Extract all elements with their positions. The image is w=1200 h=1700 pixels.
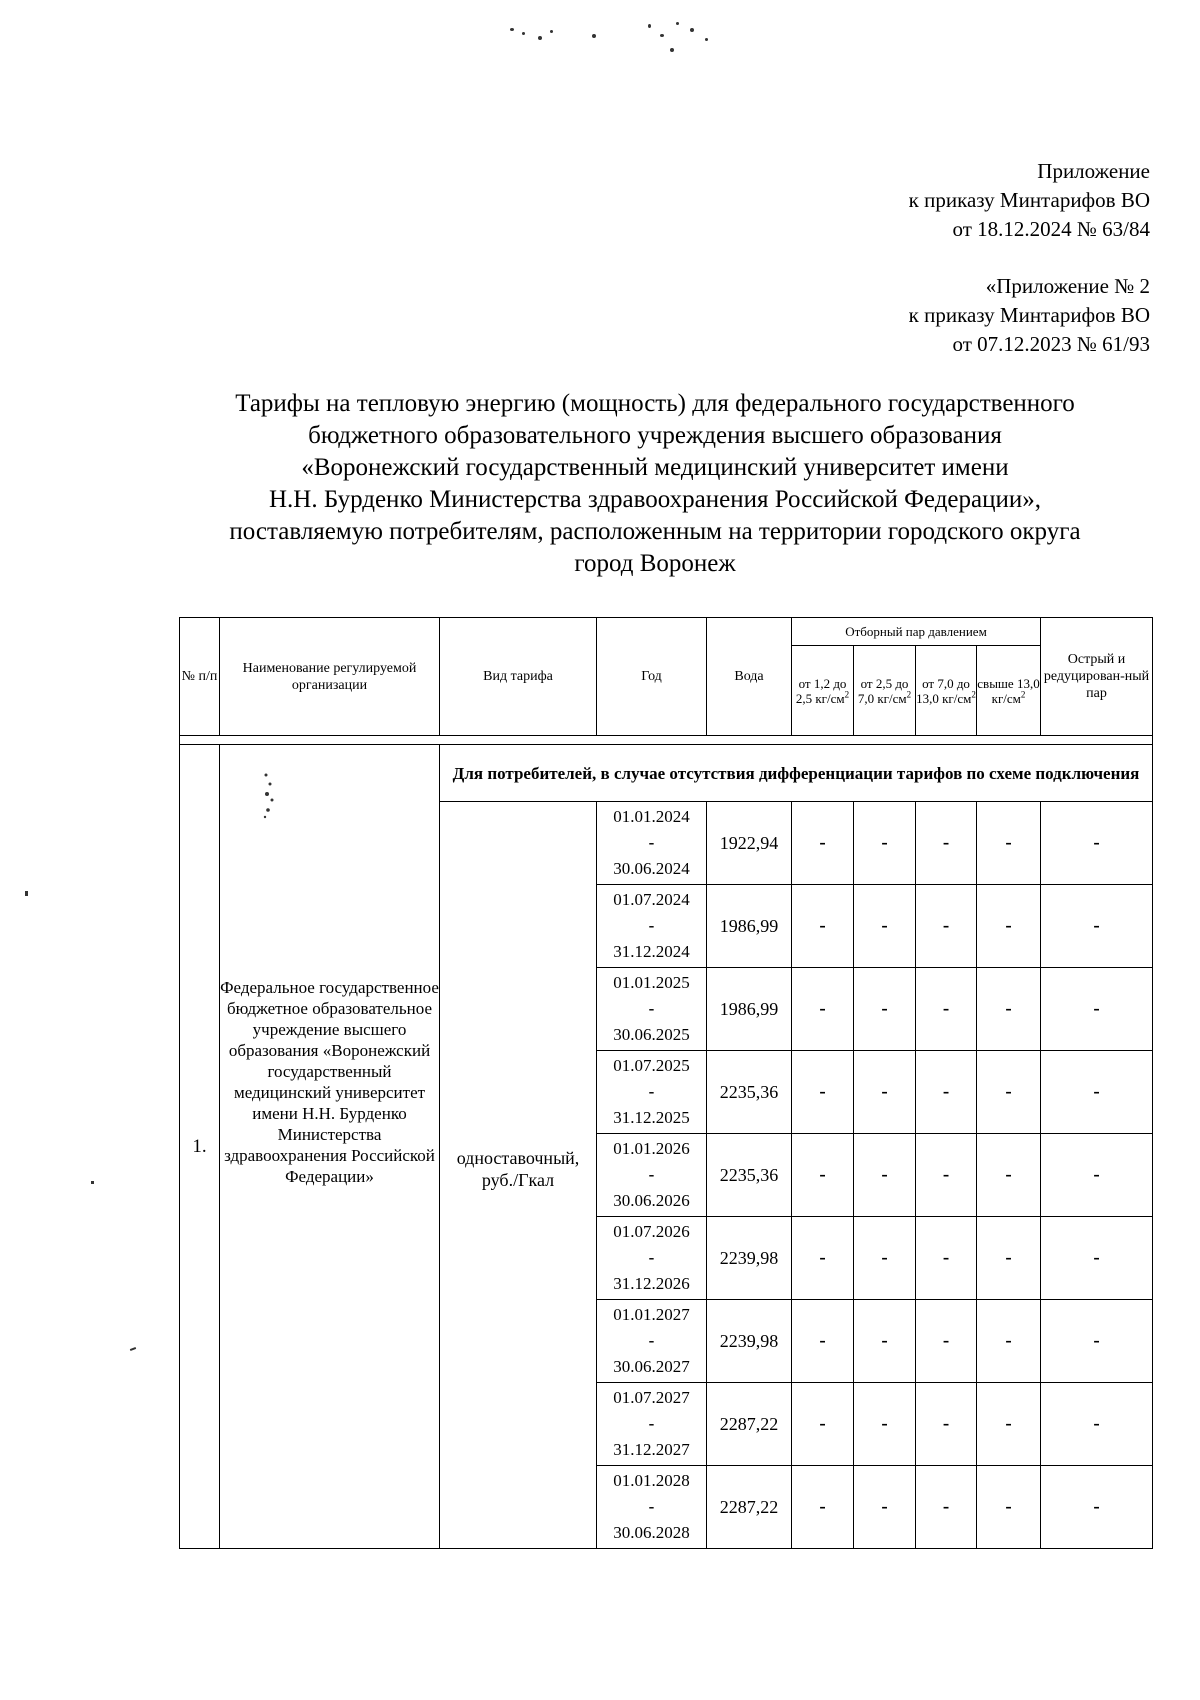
water-price-cell: 2287,22 (707, 1383, 792, 1466)
period-end: 31.12.2027 (613, 1440, 690, 1459)
title-line: Н.Н. Бурденко Министерства здравоохранения Российской Федерации», (268, 486, 1041, 513)
pressure-1-cell: - (792, 1300, 854, 1383)
approval-line: «Приложение № 2 (985, 274, 1150, 298)
approval-reference-previous (909, 272, 1150, 359)
sharp-steam-cell: - (1041, 968, 1153, 1051)
approval-line: Приложение (1037, 159, 1150, 183)
sharp-steam-cell: - (1041, 1300, 1153, 1383)
pressure-3-cell: - (916, 802, 977, 885)
sharp-steam-cell: - (1041, 802, 1153, 885)
period-dash: - (648, 1165, 655, 1184)
scan-mark (262, 770, 276, 820)
pressure-2-cell: - (854, 1051, 916, 1134)
document-title (160, 388, 1150, 580)
header-tariff-kind: Вид тарифа (440, 618, 597, 736)
pressure-1-cell: - (792, 1383, 854, 1466)
pressure-1-cell: - (792, 885, 854, 968)
approval-line: от 07.12.2023 № 61/93 (952, 332, 1150, 356)
period-dash: - (648, 916, 655, 935)
pressure-4-cell: - (977, 885, 1041, 968)
period-end: 30.06.2024 (613, 859, 690, 878)
title-line: Тарифы на тепловую энергию (мощность) для федерального государственного (235, 390, 1075, 417)
table-spacer-row (180, 736, 1153, 745)
period-start: 01.07.2027 (613, 1388, 690, 1407)
period-end: 31.12.2025 (613, 1108, 690, 1127)
period-start: 01.01.2024 (613, 807, 690, 826)
pressure-1-cell: - (792, 1466, 854, 1549)
period-start: 01.07.2025 (613, 1056, 690, 1075)
period-start: 01.01.2025 (613, 973, 690, 992)
period-cell (597, 1300, 707, 1383)
period-start: 01.07.2026 (613, 1222, 690, 1241)
pressure-4-cell: - (977, 968, 1041, 1051)
period-end: 30.06.2027 (613, 1357, 690, 1376)
pressure-3-cell: - (916, 1217, 977, 1300)
water-price-cell: 2239,98 (707, 1300, 792, 1383)
pressure-4-cell: - (977, 1217, 1041, 1300)
period-end: 30.06.2025 (613, 1025, 690, 1044)
pressure-4-cell: - (977, 1466, 1041, 1549)
header-organization: Наименование регулируемой организации (220, 618, 440, 736)
sharp-steam-cell: - (1041, 1134, 1153, 1217)
title-line: бюджетного образовательного учреждения высшего образования (308, 422, 1002, 449)
period-dash: - (648, 1414, 655, 1433)
pressure-1-cell: - (792, 1217, 854, 1300)
water-price-cell: 2235,36 (707, 1051, 792, 1134)
tariff-table (179, 617, 1153, 1549)
pressure-3-cell: - (916, 1051, 977, 1134)
scan-mark (25, 891, 28, 896)
pressure-2-cell: - (854, 1383, 916, 1466)
period-dash: - (648, 1331, 655, 1350)
pressure-4-cell: - (977, 1300, 1041, 1383)
sharp-steam-cell: - (1041, 1466, 1153, 1549)
water-price-cell: 2235,36 (707, 1134, 792, 1217)
approval-line: к приказу Минтарифов ВО (908, 188, 1150, 212)
title-line: город Воронеж (574, 550, 736, 577)
title-line: «Воронежский государственный медицинский университет имени (301, 454, 1009, 481)
period-end: 31.12.2024 (613, 942, 690, 961)
water-price-cell: 1986,99 (707, 968, 792, 1051)
header-pressure-1: от 1,2 до 2,5 $кг/см^2$ (792, 646, 854, 736)
pressure-2-cell: - (854, 1300, 916, 1383)
approval-line: к приказу Минтарифов ВО (908, 303, 1150, 327)
pressure-3-cell: - (916, 1134, 977, 1217)
scan-mark (91, 1181, 94, 1184)
tariff-kind: одноставочный, руб./Гкал (440, 802, 597, 1549)
header-sharp-steam: Острый и редуцирован-ный пар (1041, 618, 1153, 736)
pressure-1-cell: - (792, 968, 854, 1051)
period-dash: - (648, 1248, 655, 1267)
approval-line: от 18.12.2024 № 63/84 (952, 217, 1150, 241)
period-cell (597, 885, 707, 968)
sharp-steam-cell: - (1041, 1383, 1153, 1466)
sharp-steam-cell: - (1041, 1217, 1153, 1300)
pressure-2-cell: - (854, 1466, 916, 1549)
pressure-2-cell: - (854, 1134, 916, 1217)
period-dash: - (648, 833, 655, 852)
pressure-2-cell: - (854, 885, 916, 968)
title-line: поставляемую потребителям, расположенным на территории городского округа (229, 518, 1081, 545)
pressure-4-cell: - (977, 1134, 1041, 1217)
period-dash: - (648, 1082, 655, 1101)
period-dash: - (648, 1497, 655, 1516)
scan-mark (130, 1347, 136, 1351)
period-dash: - (648, 999, 655, 1018)
header-pressure-2: от 2,5 до 7,0 $кг/см^2$ (854, 646, 916, 736)
pressure-3-cell: - (916, 1300, 977, 1383)
period-cell (597, 802, 707, 885)
header-pressure-3: от 7,0 до 13,0 $кг/см^2$ (916, 646, 977, 736)
scan-specks (500, 14, 730, 64)
header-pressure-4: свыше 13,0 $кг/см^2$ (977, 646, 1041, 736)
period-end: 30.06.2028 (613, 1523, 690, 1542)
approval-reference-current (909, 157, 1150, 244)
period-start: 01.01.2028 (613, 1471, 690, 1490)
pressure-2-cell: - (854, 968, 916, 1051)
water-price-cell: 2239,98 (707, 1217, 792, 1300)
pressure-3-cell: - (916, 885, 977, 968)
sharp-steam-cell: - (1041, 885, 1153, 968)
pressure-3-cell: - (916, 1383, 977, 1466)
section-row (180, 745, 1153, 802)
pressure-2-cell: - (854, 1217, 916, 1300)
row-number: 1. (180, 745, 220, 1549)
spacer-cell (180, 736, 1153, 745)
pressure-3-cell: - (916, 1466, 977, 1549)
pressure-1-cell: - (792, 1051, 854, 1134)
sharp-steam-cell: - (1041, 1051, 1153, 1134)
pressure-3-cell: - (916, 968, 977, 1051)
period-cell (597, 1134, 707, 1217)
pressure-1-cell: - (792, 1134, 854, 1217)
header-number: № п/п (180, 618, 220, 736)
period-start: 01.07.2024 (613, 890, 690, 909)
organization-name: Федеральное государственное бюджетное образовательное учреждение высшего образования «Воронежский государственный медицинский университет имени Н.Н. Бурденко Министерства здравоохранения Российской Федерации» (220, 745, 440, 1549)
water-price-cell: 1986,99 (707, 885, 792, 968)
pressure-4-cell: - (977, 802, 1041, 885)
pressure-2-cell: - (854, 802, 916, 885)
pressure-4-cell: - (977, 1383, 1041, 1466)
period-start: 01.01.2027 (613, 1305, 690, 1324)
section-caption: Для потребителей, в случае отсутствия дифференциации тарифов по схеме подключения (440, 745, 1153, 802)
period-cell (597, 1383, 707, 1466)
period-cell (597, 1466, 707, 1549)
period-cell (597, 1051, 707, 1134)
water-price-cell: 2287,22 (707, 1466, 792, 1549)
period-end: 31.12.2026 (613, 1274, 690, 1293)
header-steam-group: Отборный пар давлением (792, 618, 1041, 646)
water-price-cell: 1922,94 (707, 802, 792, 885)
pressure-4-cell: - (977, 1051, 1041, 1134)
period-start: 01.01.2026 (613, 1139, 690, 1158)
header-water: Вода (707, 618, 792, 736)
header-year: Год (597, 618, 707, 736)
period-cell (597, 1217, 707, 1300)
period-cell (597, 968, 707, 1051)
pressure-1-cell: - (792, 802, 854, 885)
period-end: 30.06.2026 (613, 1191, 690, 1210)
